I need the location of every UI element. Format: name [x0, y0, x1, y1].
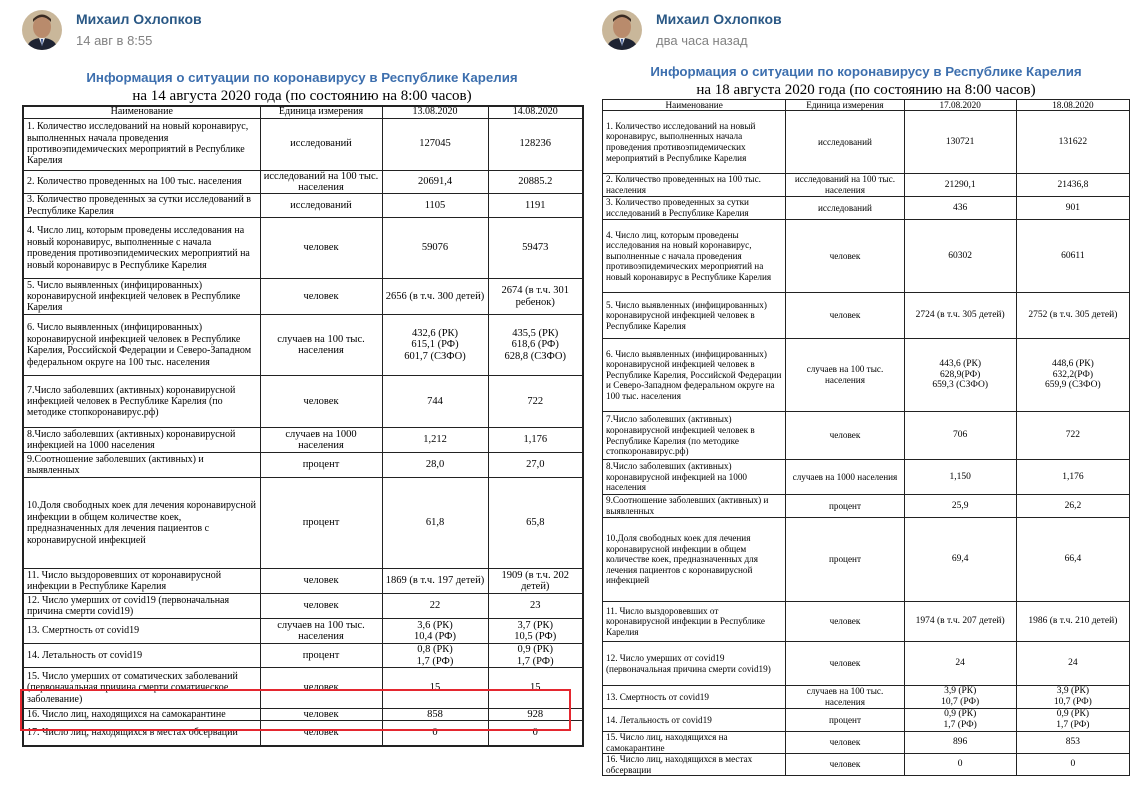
post-header [602, 6, 1130, 54]
row-value-2: 27,0 [488, 453, 583, 478]
row-value-1: 61,8 [382, 478, 488, 569]
row-value-2: 131622 [1016, 111, 1129, 174]
row-name: 10.Доля свободных коек для лечения коронавирусной инфекции в общем количестве коек, предназначенных для лечения пациентов с коронавирусной инфекцией [23, 478, 260, 569]
document-title: Информация о ситуации по коронавирусу в Республике Карелия [650, 64, 1082, 79]
row-value-2: 1986 (в т.ч. 210 детей) [1016, 602, 1129, 642]
row-unit: человек [260, 667, 382, 708]
row-unit: процент [260, 644, 382, 668]
row-value-1: 60302 [904, 220, 1016, 293]
row-value-1: 1105 [382, 194, 488, 218]
value-line: 10,4 (РФ) [414, 631, 456, 643]
row-unit: человек [260, 594, 382, 619]
value-line: 615,1 (РФ) [411, 339, 459, 351]
table-row [603, 111, 1130, 174]
table-row [23, 453, 583, 478]
row-name: 8.Число заболевших (активных) коронавирусной инфекцией на 1000 населения [603, 460, 786, 495]
row-value-2: 1191 [488, 194, 583, 218]
row-unit: человек [260, 721, 382, 746]
value-line: 448,6 (РК) [1052, 359, 1094, 370]
row-unit: человек [260, 218, 382, 279]
table-body [603, 111, 1130, 776]
row-value-1 [904, 339, 1016, 412]
row-value-1: 69,4 [904, 518, 1016, 602]
avatar[interactable] [22, 10, 62, 50]
table-wrap [22, 105, 582, 747]
value-line: 435,5 (РК) [512, 328, 559, 340]
header-unit: Единица измерения [260, 106, 382, 118]
row-unit: процент [260, 453, 382, 478]
row-value-1: 22 [382, 594, 488, 619]
value-line: 1,7 (РФ) [1056, 720, 1090, 730]
value-line: 1,7 (РФ) [943, 720, 977, 730]
row-value-2: 60611 [1016, 220, 1129, 293]
row-value-2: 2752 (в т.ч. 305 детей) [1016, 293, 1129, 339]
row-value-2 [488, 644, 583, 668]
row-name: 15. Число лиц, находящихся на самокарантине [603, 732, 786, 754]
table-row [603, 732, 1130, 754]
row-unit: человек [260, 376, 382, 428]
table-row [23, 118, 583, 170]
row-unit: человек [786, 293, 904, 339]
author-name[interactable]: Михаил Охлопков [656, 11, 782, 27]
value-line: 659,3 (СЗФО) [932, 380, 988, 391]
row-value-2 [488, 619, 583, 644]
row-value-2: 901 [1016, 197, 1129, 220]
row-unit: случаев на 100 тыс. населения [260, 315, 382, 376]
row-value-1: 59076 [382, 218, 488, 279]
row-name: 12. Число умерших от covid19 (первоначальная причина смерти covid19) [603, 642, 786, 686]
table-row [23, 428, 583, 453]
row-name: 5. Число выявленных (инфицированных) коронавирусной инфекцией человек в Республике Карелия [603, 293, 786, 339]
row-value-1: 1869 (в т.ч. 197 детей) [382, 569, 488, 594]
document [602, 64, 1130, 776]
row-value-2: 21436,8 [1016, 174, 1129, 197]
table-header-row [603, 100, 1130, 111]
row-value-1: 15 [382, 667, 488, 708]
value-line: 0,9 (РК) [1056, 709, 1089, 720]
row-value-1: 2724 (в т.ч. 305 детей) [904, 293, 1016, 339]
value-line: 0,9 (РК) [944, 709, 977, 720]
row-value-1: 1974 (в т.ч. 207 детей) [904, 602, 1016, 642]
table-row [603, 293, 1130, 339]
row-value-1 [382, 619, 488, 644]
table-row [603, 339, 1130, 412]
table-row [603, 602, 1130, 642]
post-time[interactable]: два часа назад [656, 33, 748, 48]
value-line: 659,9 (СЗФО) [1045, 380, 1101, 391]
row-unit: случаев на 1000 населения [260, 428, 382, 453]
avatar[interactable] [602, 10, 642, 50]
value-line: 1,7 (РФ) [416, 655, 454, 667]
row-value-1 [382, 644, 488, 668]
row-name: 11. Число выздоровевших от коронавирусной инфекции в Республике Карелия [603, 602, 786, 642]
row-name: 15. Число умерших от соматических заболеваний (первоначальная причина смерти соматическое заболевание) [23, 667, 260, 708]
row-unit: человек [786, 412, 904, 460]
row-value-2 [1016, 339, 1129, 412]
value-line: 618,6 (РФ) [511, 339, 559, 351]
table-row [603, 518, 1130, 602]
table-row [603, 495, 1130, 518]
author-block [76, 10, 202, 50]
data-table [22, 105, 584, 747]
row-value-2: 722 [488, 376, 583, 428]
row-name: 4. Число лиц, которым проведены исследования на новый коронавирус, выполненные с начала проведения противоэпидемических мероприятий на новый коронавирус в Республике Карелия [23, 218, 260, 279]
row-name: 14. Летальность от covid19 [603, 709, 786, 732]
author-name[interactable]: Михаил Охлопков [76, 11, 202, 27]
row-value-2: 722 [1016, 412, 1129, 460]
row-name: 11. Число выздоровевших от коронавирусной инфекции в Республике Карелия [23, 569, 260, 594]
row-name: 5. Число выявленных (инфицированных) коронавирусной инфекцией человек в Республике Карелия [23, 279, 260, 315]
table-row [23, 667, 583, 708]
row-value-2: 0 [488, 721, 583, 746]
row-value-1 [904, 686, 1016, 709]
row-unit: человек [786, 732, 904, 754]
row-unit: процент [786, 495, 904, 518]
row-name: 6. Число выявленных (инфицированных) коронавирусной инфекцией человек в Республике Карелия, Российской Федерации и Северо-Западном федеральном округе на 100 тыс. населения [23, 315, 260, 376]
post-right [602, 6, 1130, 776]
row-value-2: 20885.2 [488, 170, 583, 194]
value-line: 10,5 (РФ) [514, 631, 557, 643]
row-name: 1. Количество исследований на новый коронавирус, выполненных начала проведения противоэпидемических мероприятий в Республике Карелия [603, 111, 786, 174]
value-line: 1,7 (РФ) [516, 655, 554, 667]
row-unit: исследований на 100 тыс. населения [786, 174, 904, 197]
row-unit: исследований [786, 111, 904, 174]
document [22, 70, 582, 747]
row-unit: человек [786, 642, 904, 686]
row-value-1: 1,212 [382, 428, 488, 453]
value-line: 3,9 (РК) [1056, 686, 1089, 697]
row-name: 17. Число лиц, находящихся в местах обсервации [23, 721, 260, 746]
header-name: Наименование [23, 106, 260, 118]
row-name: 4. Число лиц, которым проведены исследования на новый коронавирус, выполненные с начала проведения противоэпидемических мероприятий на новый коронавирус в Республике Карелия [603, 220, 786, 293]
document-subtitle: на 18 августа 2020 года (по состоянию на 8:00 часов) [696, 82, 1036, 98]
row-name: 10.Доля свободных коек для лечения коронавирусной инфекции в общем количестве коек, предназначенных для лечения пациентов с коронавирусной инфекцией [603, 518, 786, 602]
row-value-2: 2674 (в т.ч. 301 ребенок) [488, 279, 583, 315]
row-value-1: 127045 [382, 118, 488, 170]
row-value-1: 436 [904, 197, 1016, 220]
row-value-2: 65,8 [488, 478, 583, 569]
table-row [23, 279, 583, 315]
row-value-1: 858 [382, 708, 488, 720]
row-value-2: 1909 (в т.ч. 202 детей) [488, 569, 583, 594]
row-value-1: 24 [904, 642, 1016, 686]
table-row [23, 376, 583, 428]
row-value-2: 0 [1016, 754, 1129, 776]
row-value-1: 896 [904, 732, 1016, 754]
row-name: 2. Количество проведенных на 100 тыс. населения [23, 170, 260, 194]
table-row [603, 642, 1130, 686]
header-unit: Единица измерения [786, 100, 904, 111]
table-row [23, 569, 583, 594]
row-value-1 [904, 709, 1016, 732]
row-value-2: 128236 [488, 118, 583, 170]
value-line: 3,7 (РК) [517, 619, 554, 631]
row-unit: человек [260, 569, 382, 594]
row-name: 13. Смертность от covid19 [603, 686, 786, 709]
row-name: 2. Количество проведенных на 100 тыс. населения [603, 174, 786, 197]
row-value-2: 23 [488, 594, 583, 619]
row-unit: человек [786, 220, 904, 293]
post-left [22, 6, 582, 747]
row-name: 9.Соотношение заболевших (активных) и выявленных [603, 495, 786, 518]
row-unit: исследований [786, 197, 904, 220]
row-unit: человек [786, 602, 904, 642]
row-unit: случаев на 100 тыс. населения [260, 619, 382, 644]
row-name: 12. Число умерших от covid19 (первоначальная причина смерти covid19) [23, 594, 260, 619]
table-header-row [23, 106, 583, 118]
table-row [603, 754, 1130, 776]
value-line: 0,9 (РК) [517, 644, 554, 656]
value-line: 443,6 (РК) [939, 359, 982, 370]
row-unit: человек [260, 279, 382, 315]
row-name: 8.Число заболевших (активных) коронавирусной инфекцией на 1000 населения [23, 428, 260, 453]
table-row [23, 170, 583, 194]
row-name: 7.Число заболевших (активных) коронавирусной инфекцией человек в Республике Карелия (по методике стопкоронавирус.рф) [603, 412, 786, 460]
row-value-1: 25,9 [904, 495, 1016, 518]
row-unit: исследований [260, 118, 382, 170]
row-value-2 [1016, 709, 1129, 732]
table-row [23, 315, 583, 376]
value-line: 3,9 (РК) [944, 686, 977, 697]
row-unit: человек [260, 708, 382, 720]
document-title: Информация о ситуации по коронавирусу в Республике Карелия [86, 70, 518, 85]
row-value-1: 1,150 [904, 460, 1016, 495]
row-value-2 [488, 315, 583, 376]
value-line: 0,8 (РК) [417, 644, 453, 656]
row-value-1 [382, 315, 488, 376]
row-unit: процент [260, 478, 382, 569]
table-row [23, 721, 583, 746]
row-name: 14. Летальность от covid19 [23, 644, 260, 668]
row-name: 16. Число лиц, находящихся на самокарантине [23, 708, 260, 720]
table-row [23, 194, 583, 218]
row-unit: процент [786, 518, 904, 602]
row-value-1: 20691,4 [382, 170, 488, 194]
table-row [603, 220, 1130, 293]
table-row [23, 619, 583, 644]
row-unit: случаев на 1000 населения [786, 460, 904, 495]
row-name: 16. Число лиц, находящихся в местах обсервации [603, 754, 786, 776]
post-time[interactable]: 14 авг в 8:55 [76, 33, 153, 48]
row-value-2: 66,4 [1016, 518, 1129, 602]
value-line: 3,6 (РК) [417, 619, 453, 631]
table-wrap [602, 99, 1130, 776]
table-row [603, 412, 1130, 460]
value-line: 601,7 (СЗФО) [404, 350, 466, 362]
row-value-2: 928 [488, 708, 583, 720]
row-value-2 [1016, 686, 1129, 709]
row-value-2: 24 [1016, 642, 1129, 686]
post-header [22, 6, 582, 54]
table-row [603, 197, 1130, 220]
value-line: 10,7 (РФ) [941, 697, 980, 707]
table-row [603, 174, 1130, 197]
row-value-2: 853 [1016, 732, 1129, 754]
table-row [23, 218, 583, 279]
table-row [603, 709, 1130, 732]
row-value-2: 15 [488, 667, 583, 708]
row-value-1: 130721 [904, 111, 1016, 174]
row-name: 13. Смертность от covid19 [23, 619, 260, 644]
table-row [23, 478, 583, 569]
row-value-1: 28,0 [382, 453, 488, 478]
row-name: 1. Количество исследований на новый коронавирус, выполненныx начала проведения противоэпидемических мероприятий в Республике Карелия [23, 118, 260, 170]
row-value-1: 2656 (в т.ч. 300 детей) [382, 279, 488, 315]
header-date-2: 14.08.2020 [488, 106, 583, 118]
author-block [656, 10, 782, 50]
row-value-2: 1,176 [1016, 460, 1129, 495]
row-unit: случаев на 100 тыс. населения [786, 686, 904, 709]
table-row [23, 644, 583, 668]
row-unit: человек [786, 754, 904, 776]
table-body [23, 118, 583, 746]
row-name: 3. Количество проведенных за сутки исследований в Республике Карелия [603, 197, 786, 220]
row-unit: исследований [260, 194, 382, 218]
row-name: 3. Количество проведенных за сутки исследований в Республике Карелия [23, 194, 260, 218]
document-subtitle: на 14 августа 2020 года (по состоянию на 8:00 часов) [132, 88, 472, 104]
row-value-1: 706 [904, 412, 1016, 460]
row-value-1: 744 [382, 376, 488, 428]
header-date-2: 18.08.2020 [1016, 100, 1129, 111]
data-table [602, 99, 1130, 776]
value-line: 628,9(РФ) [939, 369, 981, 380]
row-name: 9.Соотношение заболевших (активных) и выявленных [23, 453, 260, 478]
value-line: 432,6 (РК) [411, 328, 459, 340]
table-row [23, 594, 583, 619]
table-row [603, 686, 1130, 709]
row-unit: случаев на 100 тыс. населения [786, 339, 904, 412]
header-date-1: 17.08.2020 [904, 100, 1016, 111]
header-date-1: 13.08.2020 [382, 106, 488, 118]
row-name: 7.Число заболевших (активных) коронавирусной инфекцией человек в Республике Карелия (по методике стопкоронавирус.рф) [23, 376, 260, 428]
value-line: 10,7 (РФ) [1053, 697, 1092, 707]
row-value-1: 0 [382, 721, 488, 746]
header-name: Наименование [603, 100, 786, 111]
row-unit: процент [786, 709, 904, 732]
row-unit: исследований на 100 тыс. населения [260, 170, 382, 194]
table-row [23, 708, 583, 720]
row-value-1: 21290,1 [904, 174, 1016, 197]
value-line: 632,2(РФ) [1052, 369, 1094, 380]
row-value-1: 0 [904, 754, 1016, 776]
table-row [603, 460, 1130, 495]
row-value-2: 26,2 [1016, 495, 1129, 518]
row-name: 6. Число выявленных (инфицированных) коронавирусной инфекцией человек в Республике Карелия, Российской Федерации и Северо-Западном федеральном округе на 100 тыс. населения [603, 339, 786, 412]
row-value-2: 1,176 [488, 428, 583, 453]
value-line: 628,8 (СЗФО) [504, 350, 566, 362]
row-value-2: 59473 [488, 218, 583, 279]
